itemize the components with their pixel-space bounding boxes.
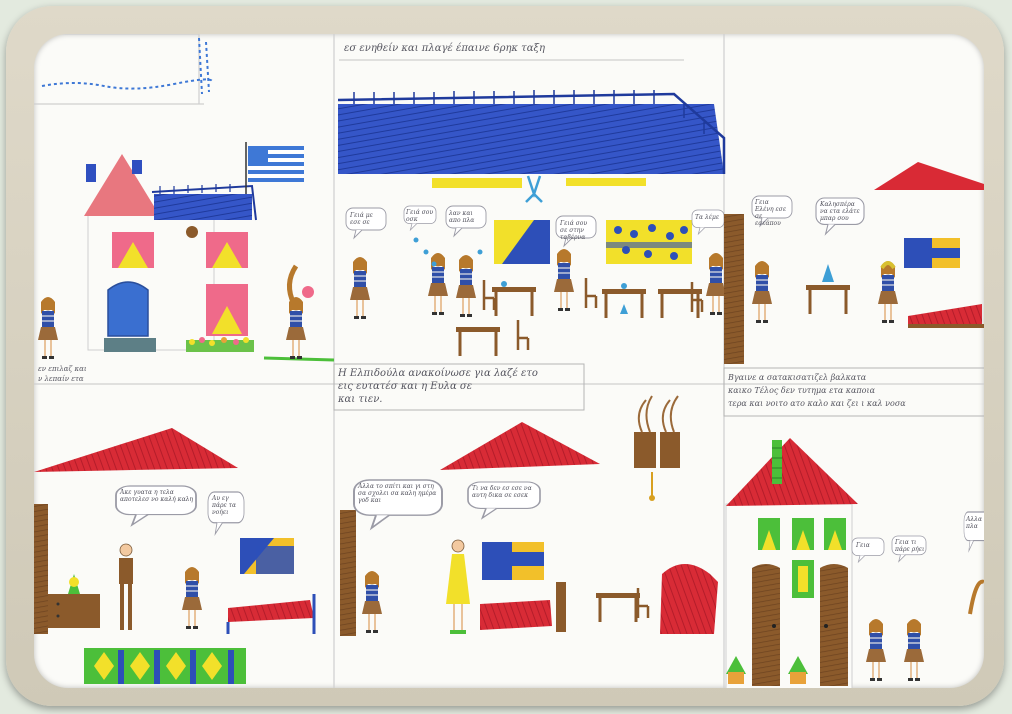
panel-6-house (726, 438, 984, 688)
speech-bubble-text: Καλησπέρα να ετα ελάτε μπαρ σου (820, 201, 860, 222)
speech-bubble-text: Γειά σου σε στην ταβέρνα (560, 220, 588, 241)
speech-bubble-text: Γεια (856, 542, 870, 549)
speech-bubble-text: Αλλα πλα (966, 516, 982, 530)
comic-drawing (34, 34, 984, 688)
speech-bubble-text: Γειά σου οσκ (406, 209, 434, 223)
panel-5-room (340, 396, 718, 636)
speech-bubble-text: Γεια Ελένη εσε σε εσεάπου (755, 199, 787, 227)
comic-illustration (34, 34, 984, 688)
panel-3-caption: Βγαινε α σατακισατιζελ βαλκατα καικο Τέλος δεν τυτημα ετα καποια τερα και νοιτο ατο καλο και ζει ι καλ νοσα (728, 373, 906, 408)
speech-bubble-text: Γεια τι πάρε ρήει (895, 539, 925, 553)
speech-bubble-text: Τα λέμε (695, 214, 720, 221)
speech-bubble-text: Άκε γυατα η τελα αποτελεσ νο καλή καλη (120, 489, 194, 503)
panel-4-bedroom (34, 428, 314, 684)
panel-1-house (38, 142, 334, 360)
top-caption: εσ ενηθείν και πλαγέ έπαινε 6ρηκ ταξη (344, 43, 545, 54)
panel-1-caption: εν επιλαζ και ν λεπαίν ετα (38, 365, 87, 383)
speech-bubble-text: λαν και απο πλα (449, 210, 475, 224)
speech-bubble-text: Γειά με εσε σε (350, 212, 373, 226)
panel-2-caption: Η Ελπιδούλα ανακοίνωσε για λαζέ ετο εις ευτατέσ και η Ευλα σε και τιεν. (338, 368, 538, 405)
speech-bubble-text: Τι να δεν εσ εσε να αυτη δικα σε εσεκ (472, 485, 532, 499)
sea-scribble (42, 38, 212, 94)
panel-2-tavern (334, 90, 726, 410)
speech-bubble-text: Αλλα το σπίτι και γι στη σα σχολει σα καλη ημέρα γοδ και (358, 483, 437, 504)
speech-bubble-text: Αυ εγ πάρε τα νοήει (212, 495, 237, 516)
